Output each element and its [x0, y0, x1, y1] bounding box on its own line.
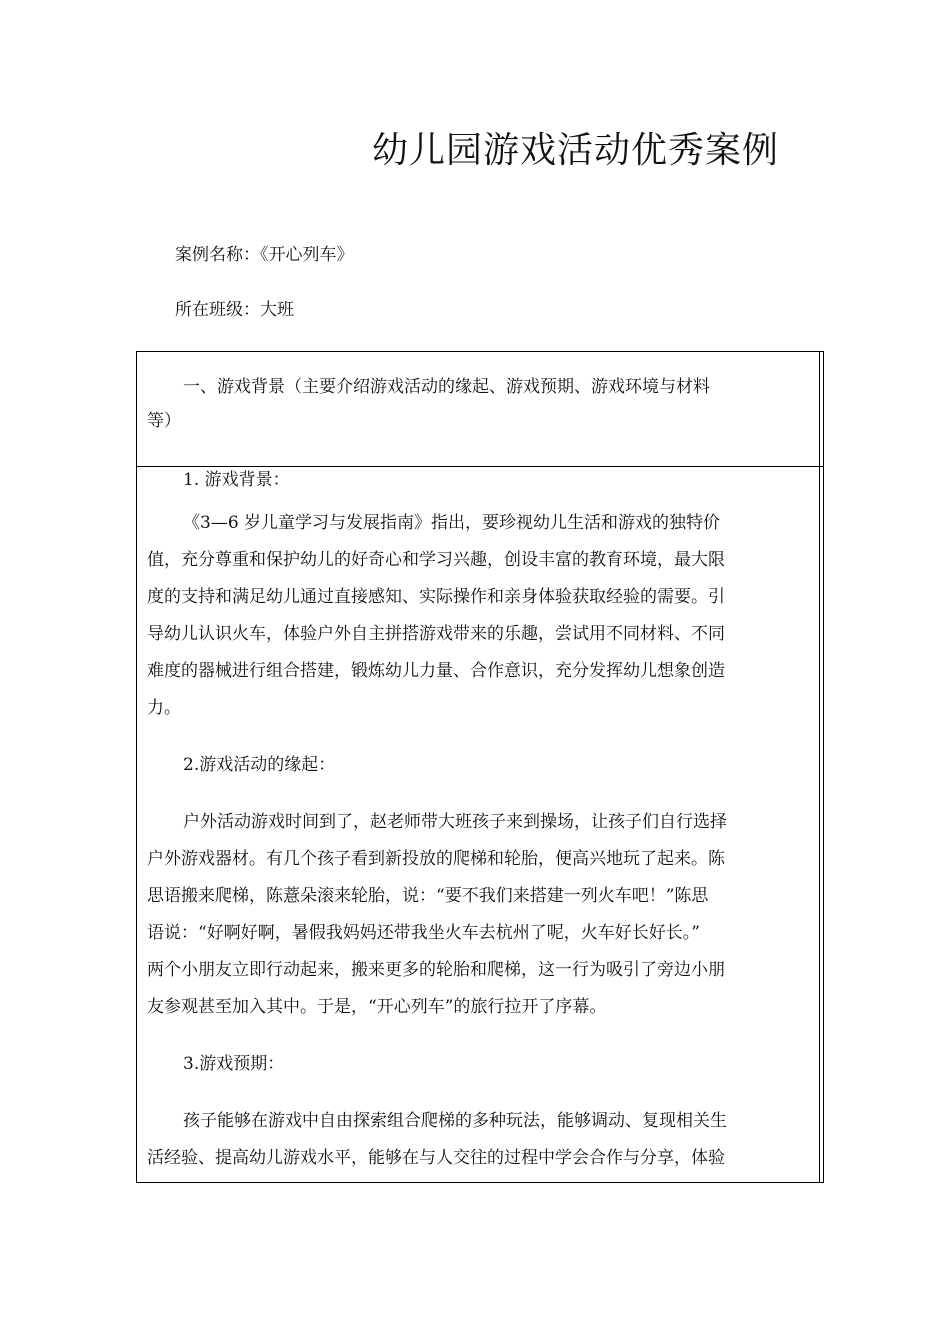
paragraph-line: 活经验、提高幼儿游戏水平，能够在与人交往的过程中学会合作与分享，体验	[147, 1148, 725, 1168]
paragraph-line: 孩子能够在游戏中自由探索组合爬梯的多种玩法，能够调动、复现相关生	[183, 1111, 727, 1131]
paragraph-line: 户外活动游戏时间到了，赵老师带大班孩子来到操场，让孩子们自行选择	[183, 812, 727, 832]
paragraph-line: 《3—6 岁儿童学习与发展指南》指出，要珍视幼儿生活和游戏的独特价	[183, 513, 721, 533]
section-title-origin: 2.游戏活动的缘起：	[183, 755, 336, 775]
class-name: 所在班级：大班	[175, 300, 294, 320]
paragraph-line: 户外游戏器材。有几个孩子看到新投放的爬梯和轮胎，便高兴地玩了起来。陈	[147, 849, 725, 869]
section-title-expectation: 3.游戏预期：	[183, 1054, 285, 1074]
paragraph-line: 语说：“好啊好啊，暑假我妈妈还带我坐火车去杭州了呢，火车好长好长。”	[147, 923, 700, 943]
paragraph-line: 值，充分尊重和保护幼儿的好奇心和学习兴趣，创设丰富的教育环境，最大限	[147, 550, 725, 570]
table-header-cell	[137, 352, 823, 467]
paragraph-line: 两个小朋友立即行动起来，搬来更多的轮胎和爬梯，这一行为吸引了旁边小朋	[147, 960, 725, 980]
table-body-cell	[137, 468, 823, 1177]
header-line: 一、游戏背景（主要介绍游戏活动的缘起、游戏预期、游戏环境与材料	[183, 377, 710, 397]
paragraph-line: 力。	[147, 698, 181, 718]
section-title-background: 1. 游戏背景：	[183, 470, 290, 490]
paragraph-line: 友参观甚至加入其中。于是，“开心列车”的旅行拉开了序幕。	[147, 997, 607, 1017]
case-name: 案例名称：《开心列车》	[175, 245, 354, 265]
case-table	[136, 351, 824, 1183]
paragraph-line: 导幼儿认识火车，体验户外自主拼搭游戏带来的乐趣，尝试用不同材料、不同	[147, 624, 725, 644]
paragraph-line: 难度的器械进行组合搭建，锻炼幼儿力量、合作意识，充分发挥幼儿想象创造	[147, 661, 725, 681]
header-line: 等）	[147, 411, 181, 431]
paragraph-line: 度的支持和满足幼儿通过直接感知、实际操作和亲身体验获取经验的需要。引	[147, 587, 725, 607]
paragraph-line: 思语搬来爬梯，陈薏朵滚来轮胎，说：“要不我们来搭建一列火车吧！”陈思	[147, 886, 709, 906]
document-title: 幼儿园游戏活动优秀案例	[372, 130, 780, 171]
